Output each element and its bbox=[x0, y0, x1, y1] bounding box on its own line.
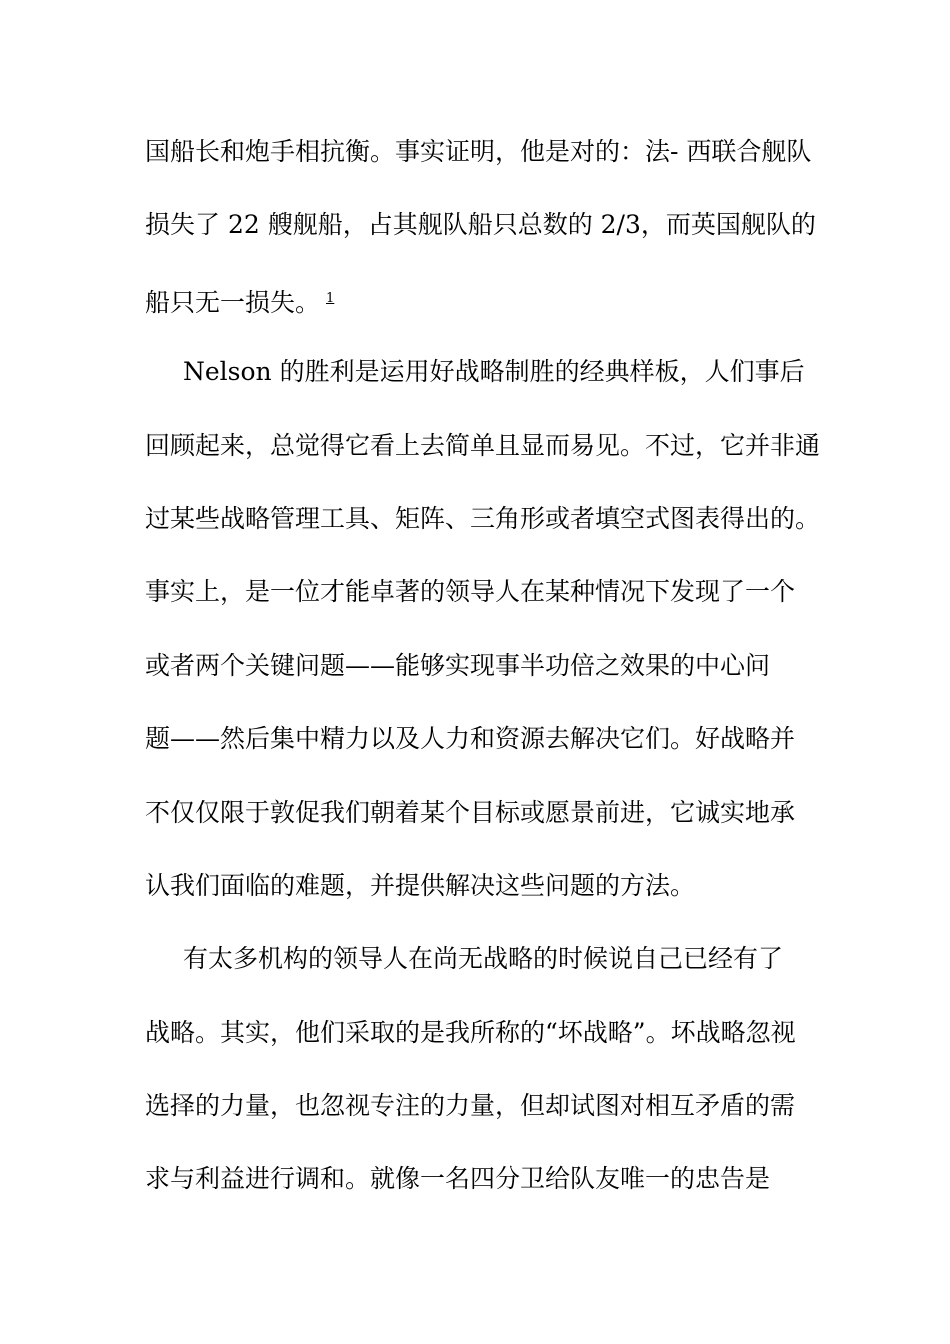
body-text bbox=[145, 128, 821, 1229]
text-line: 认我们面临的难题，并提供解决这些问题的方法。 bbox=[145, 870, 696, 900]
paragraph-first-line: 有太多机构的领导人在尚无战略的时候说自己已经有了 bbox=[183, 944, 784, 974]
text-line: 事实上，是一位才能卓著的领导人在某种情况下发现了一个 bbox=[145, 577, 796, 607]
text-line: 国船长和炮手相抗衡。事实证明，他是对的：法- 西联合舰队 bbox=[145, 137, 812, 166]
text-line: 战略。其实，他们采取的是我所称的“坏战略”。坏战略忽视 bbox=[145, 1017, 796, 1047]
text-line: 船只无一损失。 $^1$ bbox=[145, 287, 335, 317]
text-line: 或者两个关键问题——能够实现事半功倍之效果的中心问 bbox=[145, 650, 771, 680]
text-line: 求与利益进行调和。就像一名四分卫给队友唯一的忠告是 bbox=[145, 1164, 771, 1194]
paragraph-first-line: Nelson 的胜利是运用好战略制胜的经典样板，人们事后 bbox=[183, 357, 805, 387]
text-line: 损失了 22 艘舰船，占其舰队船只总数的 2/3，而英国舰队的 bbox=[145, 210, 816, 240]
text-line: 选择的力量，也忽视专注的力量，但却试图对相互矛盾的需 bbox=[145, 1091, 796, 1121]
text-line: 过某些战略管理工具、矩阵、三角形或者填空式图表得出的。 bbox=[145, 503, 821, 533]
text-line: 回顾起来，总觉得它看上去简单且显而易见。不过，它并非通 bbox=[145, 430, 821, 460]
footnote-reference[interactable]: 1 bbox=[326, 290, 335, 306]
text-line: 不仅仅限于敦促我们朝着某个目标或愿景前进，它诚实地承 bbox=[145, 797, 796, 827]
text-line: 题——然后集中精力以及人力和资源去解决它们。好战略并 bbox=[145, 724, 796, 754]
